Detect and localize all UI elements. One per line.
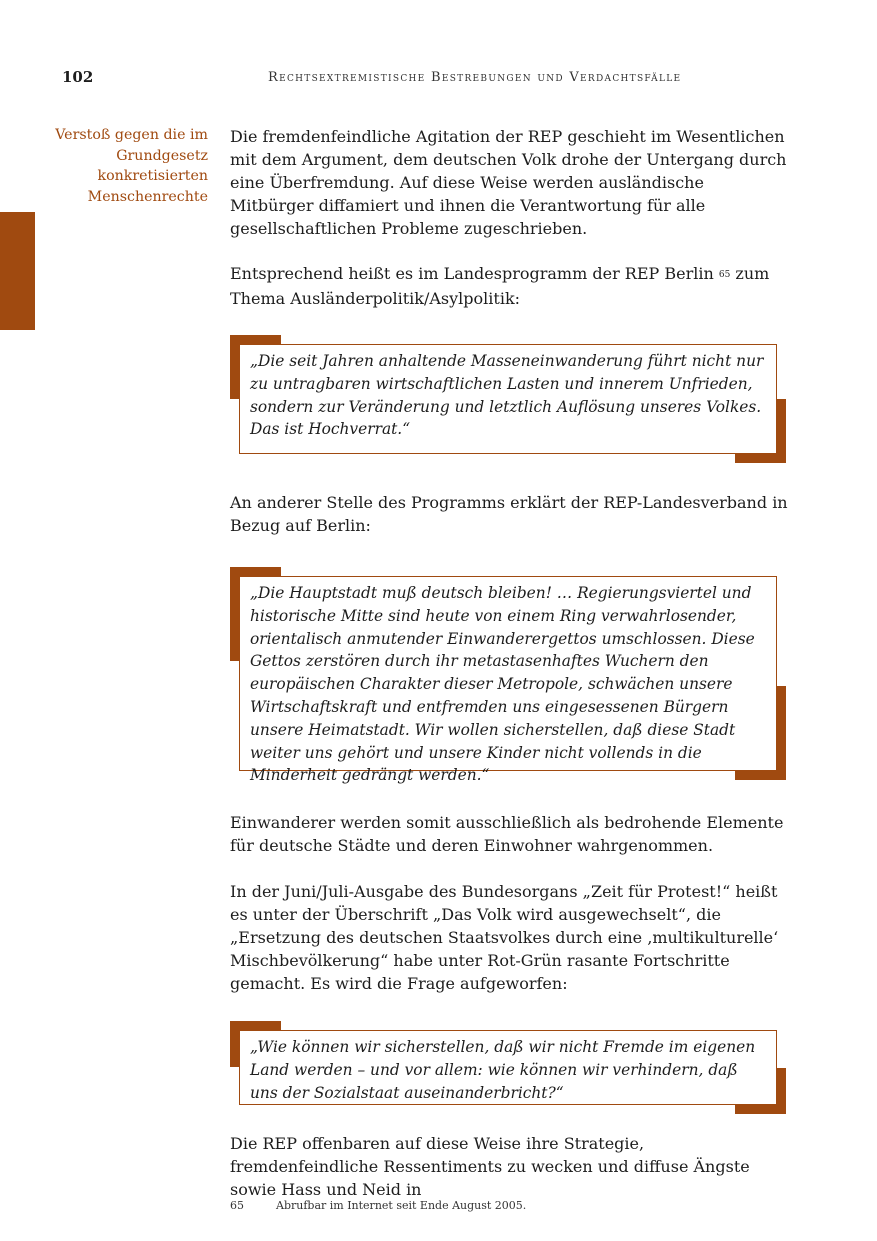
quote-text: „Wie können wir sicherstellen, daß wir nicht Fremde im eigenen Land werden – und vor allem: wie können wir verhindern, daß uns der Sozialstaat auseinanderbricht?“ (250, 1038, 756, 1102)
quote-box (239, 576, 777, 785)
footnote (230, 1199, 526, 1212)
paragraph-2-text-a: Entsprechend heißt es im Landesprogramm der REP Berlin (230, 264, 719, 283)
quote-block-3 (230, 1021, 786, 1114)
footnote-reference: 65 (718, 270, 731, 280)
running-header: Rechtsextremistische Bestrebungen und Verdachtsfälle (268, 70, 682, 85)
footnote-number: 65 (230, 1199, 244, 1212)
quote-box (239, 1030, 777, 1105)
paragraph-2 (230, 262, 790, 310)
paragraph-5: In der Juni/Juli-Ausgabe des Bundesorgans „Zeit für Protest!“ heißt es unter der Überschrift „Das Volk wird ausgewechselt“, die „Ersetzung des deutschen Staatsvolkes durch eine ‚multikulturelle‘ Mischbevölkerung“ habe unter Rot-Grün rasante Fortschritte gemacht. Es wird die Frage aufgeworfen: (230, 882, 779, 993)
quote-text: „Die seit Jahren anhaltende Masseneinwanderung führt nicht nur zu untragbaren wirtschaftlichen Lasten und innerem Unfrieden, sondern zur Veränderung und letztlich Auflösung unseres Volkes. Das ist Hochverrat.“ (250, 352, 764, 439)
quote-text: „Die Hauptstadt muß deutsch bleiben! … Regierungsviertel und historische Mitte sind heute von einem Ring verwahrlosender, orientalisch anmutender Einwanderergettos umschlossen. Diese Gettos zerstören durch ihr metastasenhaftes Wuchern den europäischen Charakter dieser Metropole, schwächen unsere Wirtschaftskraft und entfremden uns eingesessenen Bürgern unsere Heimatstadt. Wir wollen sicherstellen, daß diese Stadt weiter uns gehört und unsere Kinder nicht vollends in die Minderheit gedrängt werden.“ (250, 584, 755, 785)
paragraph-2-text-b: zum Thema Ausländerpolitik/Asylpolitik: (230, 264, 770, 308)
paragraph-1: Die fremdenfeindliche Agitation der REP geschieht im Wesentlichen mit dem Argument, dem deutschen Volk drohe der Untergang durch eine Überfremdung. Auf diese Weise werden ausländische Mitbürger diffamiert und ihnen die Verantwortung für alle gesellschaftlichen Probleme zugeschrieben. (230, 127, 787, 238)
paragraph-4: Einwanderer werden somit ausschließlich als bedrohende Elemente für deutsche Städte und deren Einwohner wahrgenommen. (230, 813, 784, 855)
paragraph-6: Die REP offenbaren auf diese Weise ihre Strategie, fremdenfeindliche Ressentiments zu wecken und diffuse Ängste sowie Hass und Neid in (230, 1134, 750, 1199)
quote-block-2 (230, 567, 786, 785)
margin-note: Verstoß gegen die im Grundgesetz konkretisierten Menschenrechte (55, 127, 208, 205)
footnote-text: Abrufbar im Internet seit Ende August 2005. (276, 1199, 527, 1212)
quote-box (239, 344, 777, 454)
quote-block-1 (230, 335, 786, 463)
page-number: 102 (62, 68, 94, 86)
paragraph-3: An anderer Stelle des Programms erklärt der REP-Landesverband in Bezug auf Berlin: (230, 493, 788, 535)
side-tab-marker (0, 212, 35, 330)
